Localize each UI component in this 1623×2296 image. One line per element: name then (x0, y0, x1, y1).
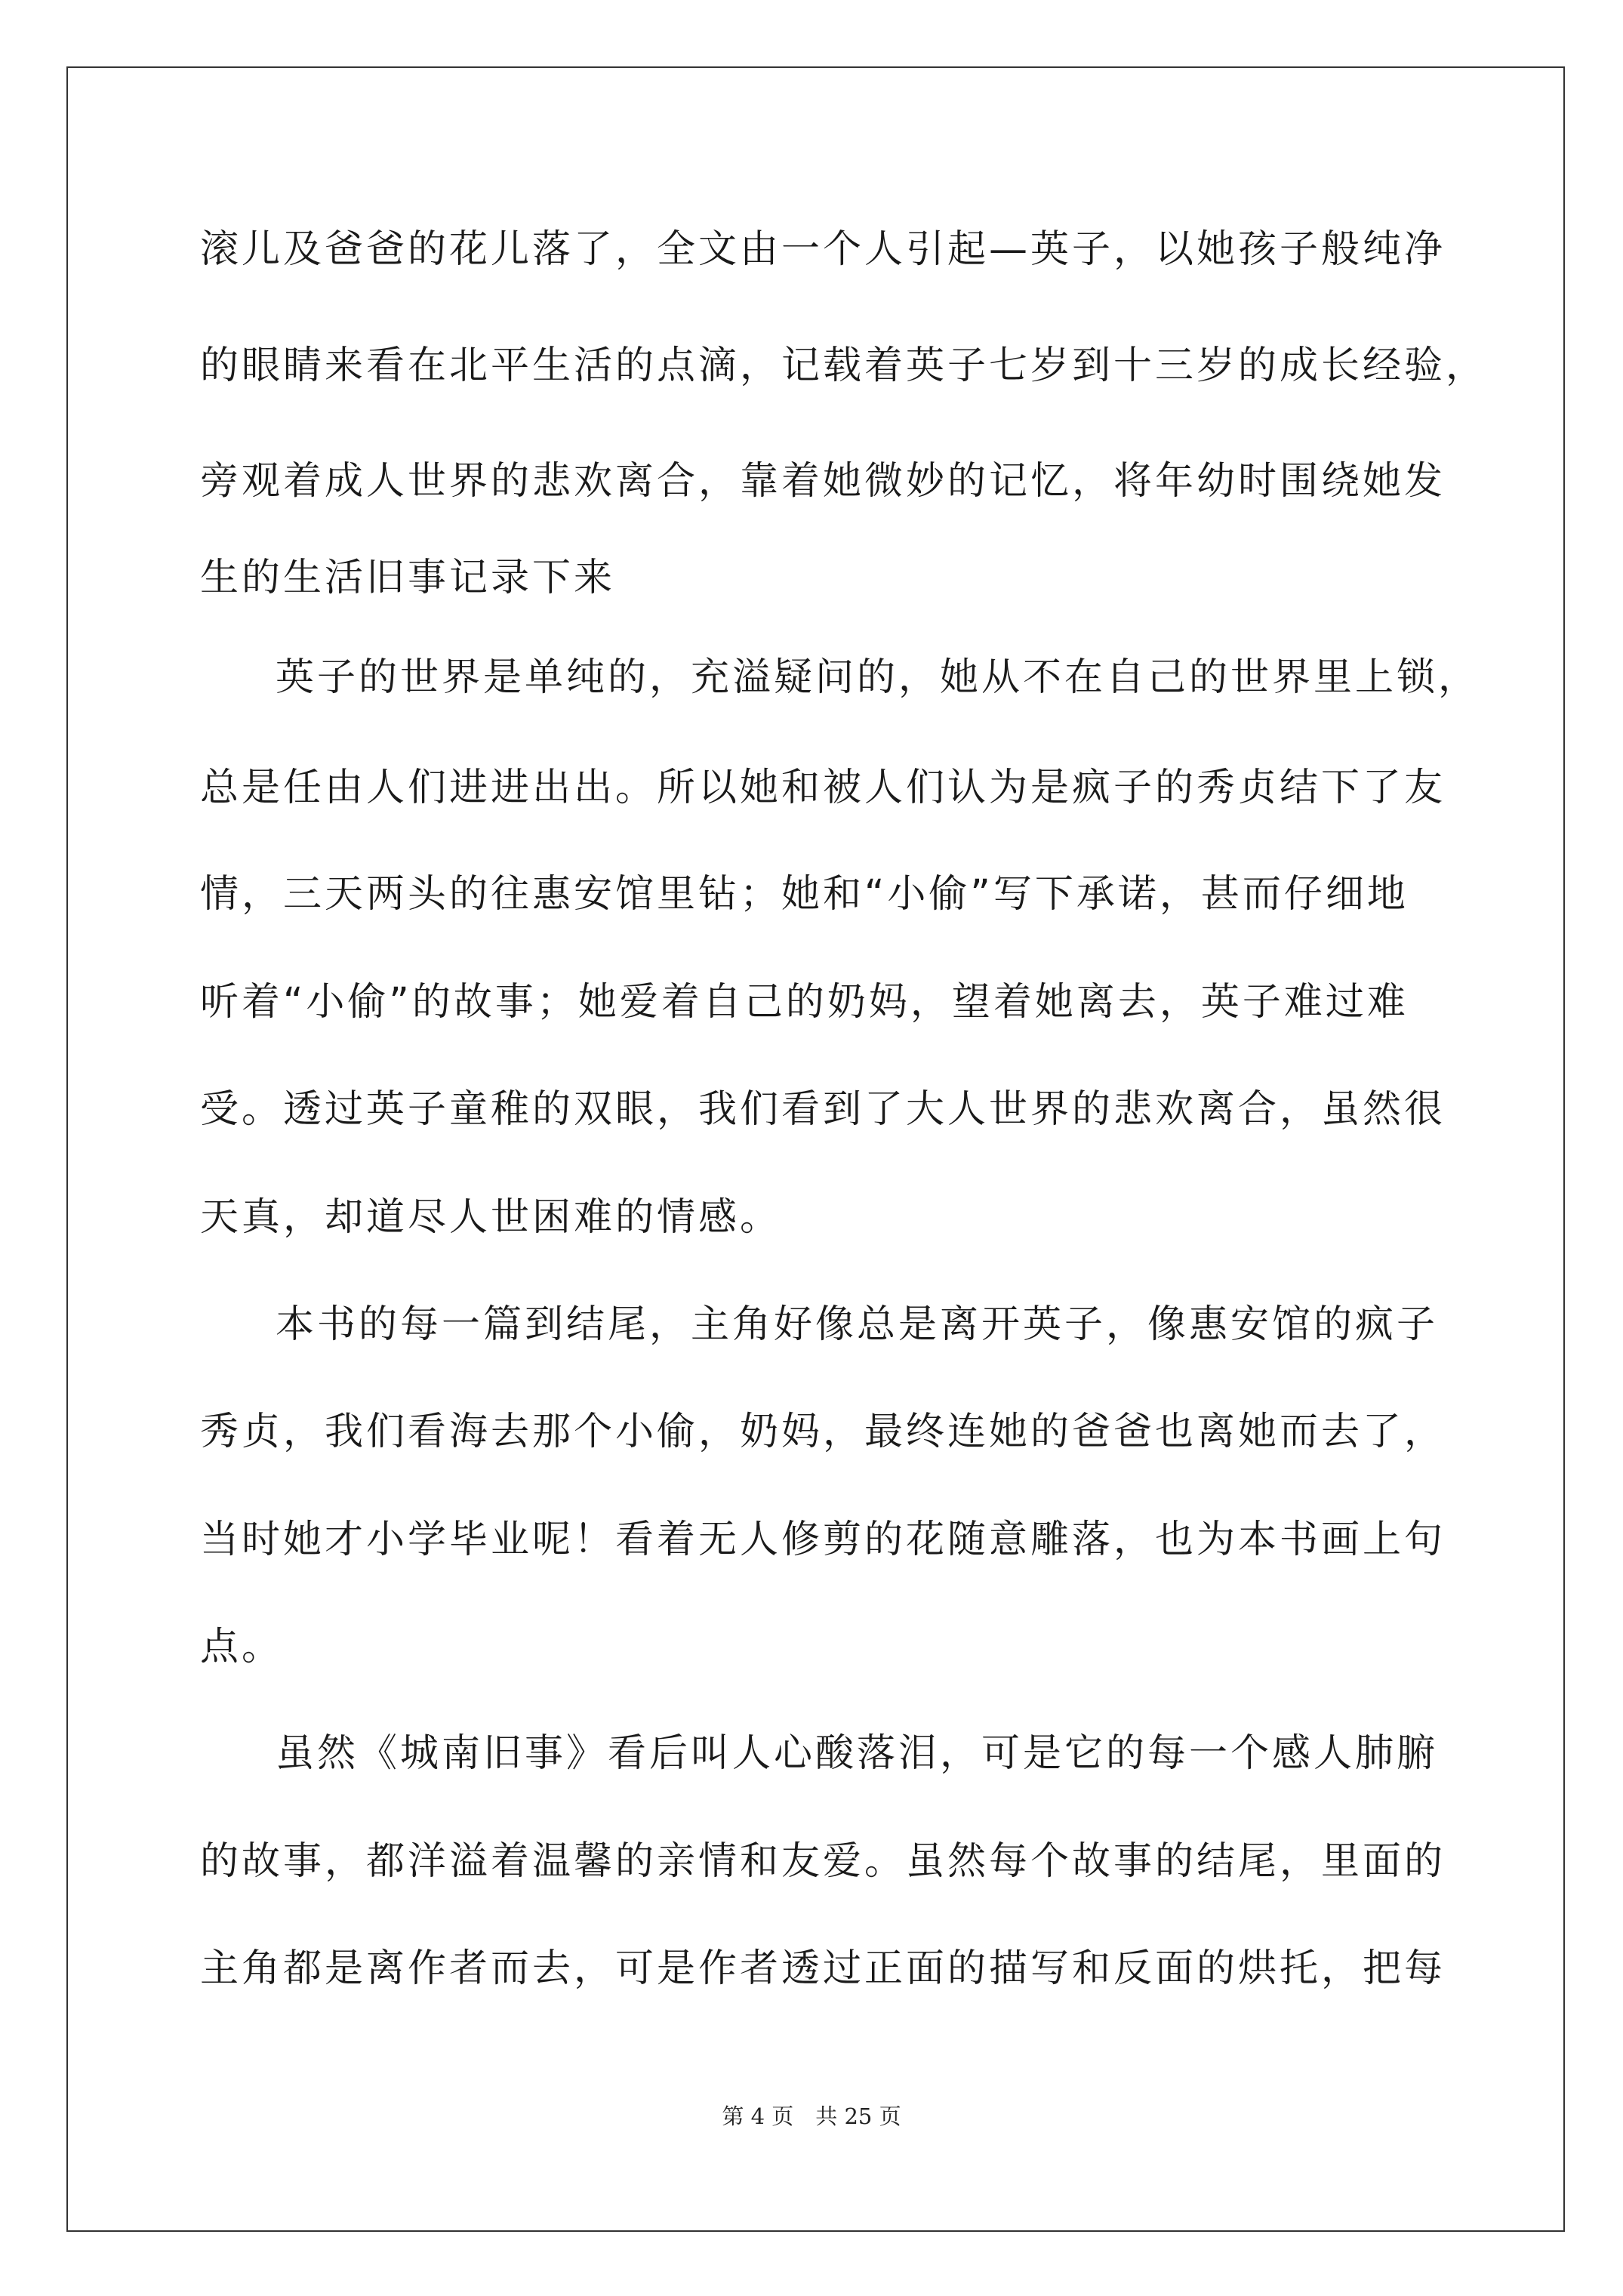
text-line: 生的生活旧事记录下来 (200, 556, 616, 600)
text-line: 受。透过英子童稚的双眼，我们看到了大人世界的悲欢离合，虽然很 (200, 1087, 1446, 1132)
page-number-footer: 第 4 页 共 25 页 (722, 2103, 901, 2129)
text-line: 秀贞，我们看海去那个小偷，奶妈，最终连她的爸爸也离她而去了， (200, 1410, 1446, 1454)
paragraph-first-line: 虽然《城南旧事》看后叫人心酸落泪，可是它的每一个感人肺腑 (276, 1731, 1439, 1776)
paragraph-first-line: 本书的每一篇到结尾，主角好像总是离开英子，像惠安馆的疯子 (276, 1302, 1439, 1347)
text-line: 滚儿及爸爸的花儿落了，全文由一个人引起—英子，以她孩子般纯净 (200, 227, 1446, 272)
text-line: 主角都是离作者而去，可是作者透过正面的描写和反面的烘托，把每 (200, 1946, 1446, 1991)
paragraph-first-line: 英子的世界是单纯的，充溢疑问的，她从不在自己的世界里上锁， (276, 655, 1480, 700)
text-line: 点。 (200, 1625, 284, 1669)
page-border (66, 66, 1565, 2232)
text-line: 天真，却道尽人世困难的情感。 (200, 1195, 782, 1240)
text-line: 旁观着成人世界的悲欢离合，靠着她微妙的记忆，将年幼时围绕她发 (200, 459, 1446, 504)
text-line: 情，三天两头的往惠安馆里钻；她和“小偷”写下承诺，甚而仔细地 (200, 872, 1409, 917)
text-line: 的眼睛来看在北平生活的点滴，记载着英子七岁到十三岁的成长经验， (200, 344, 1488, 388)
text-line: 当时她才小学毕业呢！看着无人修剪的花随意雕落，也为本书画上句 (200, 1518, 1446, 1562)
text-line: 的故事，都洋溢着温馨的亲情和友爱。虽然每个故事的结尾，里面的 (200, 1839, 1446, 1884)
text-line: 听着“小偷”的故事；她爱着自己的奶妈，望着她离去，英子难过难 (200, 980, 1409, 1025)
text-line: 总是任由人们进进出出。所以她和被人们认为是疯子的秀贞结下了友 (200, 766, 1446, 810)
